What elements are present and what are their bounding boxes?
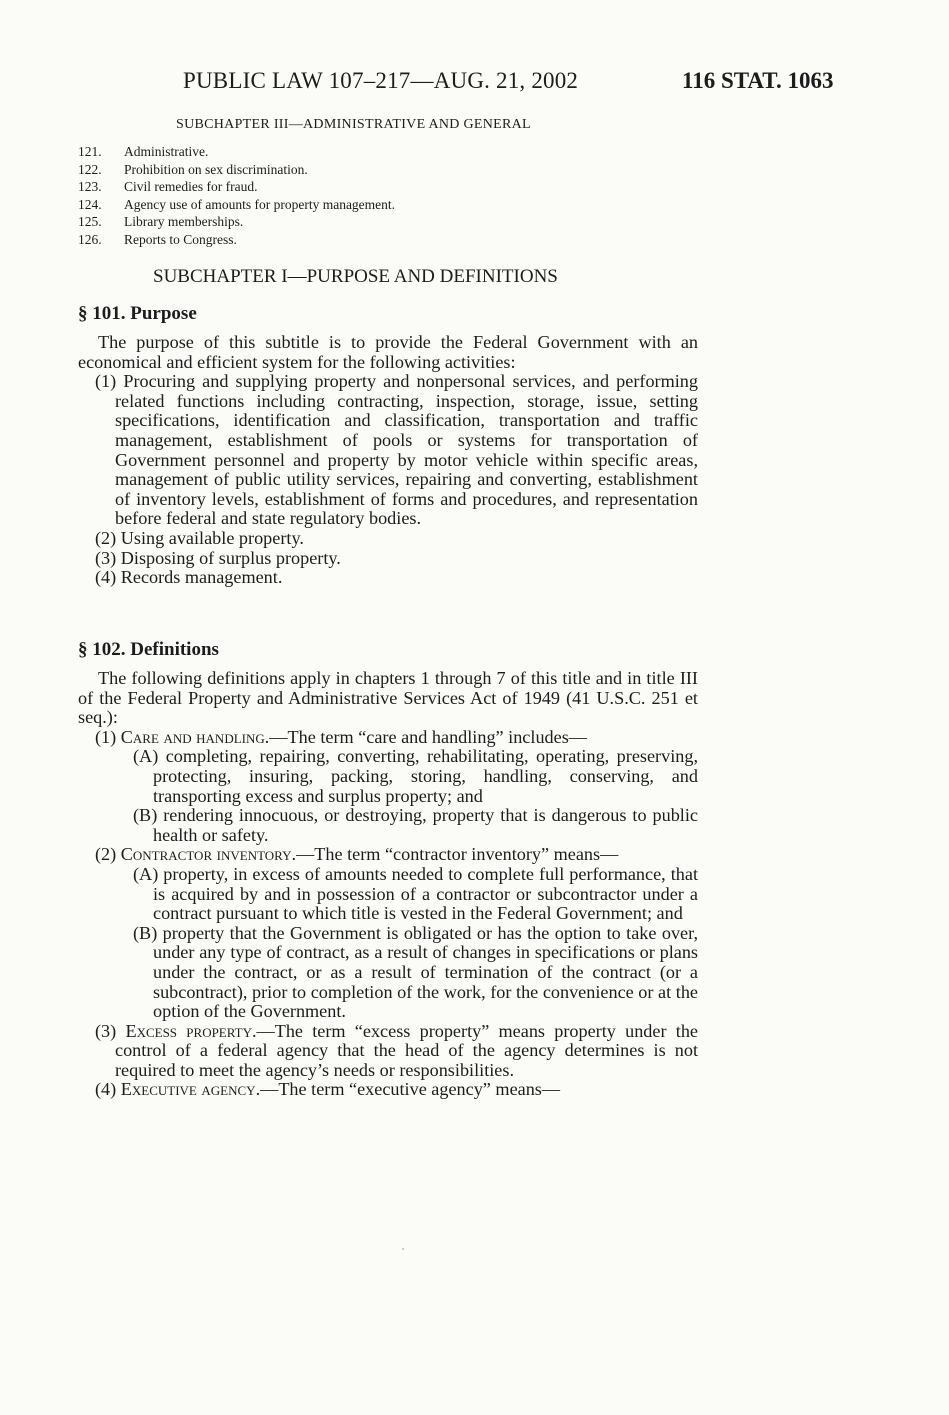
scan-speck (402, 1248, 404, 1250)
subchapter-i-heading: SUBCHAPTER I—PURPOSE AND DEFINITIONS (153, 266, 558, 287)
section-102-heading: § 102. Definitions (78, 639, 219, 660)
definition-care-and-handling: (1) Care and handling.—The term “care and handling” includes— (95, 726, 587, 747)
stat-page-number: 116 STAT. 1063 (682, 68, 834, 93)
toc-item-121: 121. Administrative. (78, 144, 209, 159)
definition-excess-property: (3) Excess property.—The term “excess property” means property under the control of a federal agency that the head of the agency determines is not required to meet the agency’s needs or responsibilities. (95, 1020, 698, 1080)
section-102-body (78, 669, 698, 1100)
section-101-item-4: (4) Records management. (95, 567, 283, 588)
section-101-item-1: (1) Procuring and supplying property and nonpersonal services, and performing related functions including contracting, inspection, storage, issue, setting specifications, identification and classification, transportation and traffic management, establishment of pools or systems for transportation of Government personnel and property by motor vehicle within specific areas, management of public utility services, repairing and converting, establishment of inventory levels, establishment of forms and procedures, and representation before federal and state regulatory bodies. (95, 371, 698, 529)
section-101-heading: § 101. Purpose (78, 303, 197, 324)
definition-executive-agency: (4) Executive agency.—The term “executive agency” means— (95, 1079, 561, 1100)
toc-item-126: 126. Reports to Congress. (78, 231, 237, 247)
section-list (78, 143, 395, 249)
definition-contractor-inventory-a: (A) property, in excess of amounts needed to complete full performance, that is acquired by and in possession of a contractor or subcontractor under a contract pursuant to which title is vested in the Federal Government; and (133, 863, 698, 924)
definition-contractor-inventory-b: (B) property that the Government is obligated or has the option to take over, under any type of contract, as a result of changes in specifications or plans under the contract, or as a result of termination of the contract (or a subcontract), prior to completion of the work, for the convenience or at the option of the Government. (133, 922, 698, 1022)
toc-item-122: 122. Prohibition on sex discrimination. (78, 161, 308, 177)
definition-contractor-inventory: (2) Contractor inventory.—The term “contractor inventory” means— (95, 844, 619, 865)
section-102-intro: The following definitions apply in chapters 1 through 7 of this title and in title III of the Federal Property and Administrative Services Act of 1949 (41 U.S.C. 251 et seq.): (78, 668, 698, 728)
section-101-body (78, 333, 698, 588)
toc-item-125: 125. Library memberships. (78, 214, 244, 230)
running-header-title: PUBLIC LAW 107–217—AUG. 21, 2002 (183, 68, 579, 93)
toc-item-123: 123. Civil remedies for fraud. (78, 179, 258, 195)
section-101-intro: The purpose of this subtitle is to provide the Federal Government with an economical and efficient system for the following activities: (78, 332, 698, 372)
toc-item-124: 124. Agency use of amounts for property management. (78, 196, 396, 212)
section-101-item-2: (2) Using available property. (95, 527, 304, 548)
definition-care-and-handling-a: (A) completing, repairing, converting, rehabilitating, operating, preserving, protecting, insuring, packing, storing, handling, conserving, and transporting excess and surplus property; and (133, 746, 698, 806)
definition-care-and-handling-b: (B) rendering innocuous, or destroying, property that is dangerous to public health or safety. (133, 805, 698, 845)
subchapter-iii-heading: SUBCHAPTER III—ADMINISTRATIVE AND GENERAL (176, 117, 531, 132)
section-101-item-3: (3) Disposing of surplus property. (95, 547, 341, 568)
